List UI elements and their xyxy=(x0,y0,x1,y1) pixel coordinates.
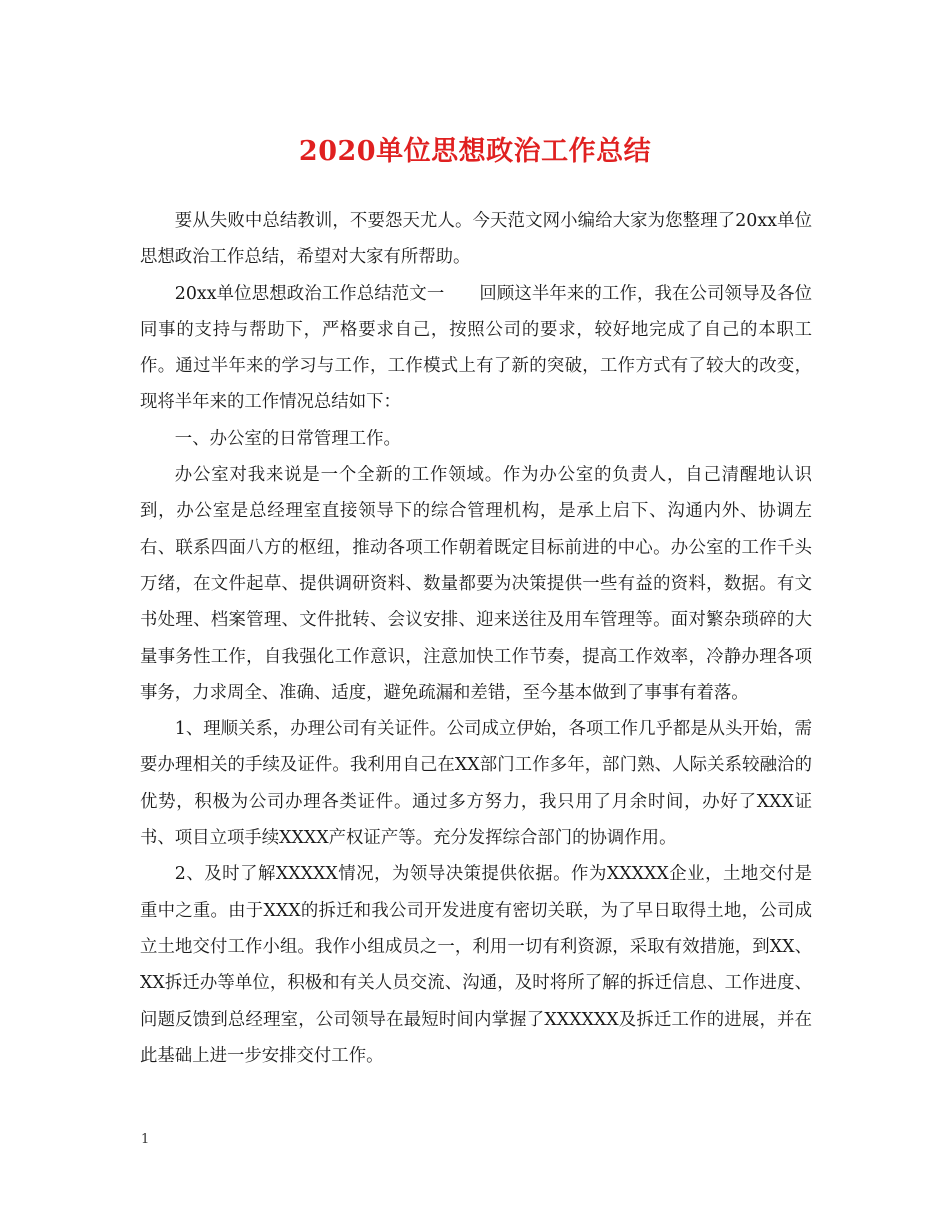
page-number: 1 xyxy=(141,1132,150,1147)
document-body xyxy=(140,203,812,1074)
document-title: 2020单位思想政治工作总结 xyxy=(298,136,652,167)
paragraph-office-work: 办公室对我来说是一个全新的工作领域。作为办公室的负责人，自己清醒地认识到，办公室是总经理室直接领导下的综合管理机构，是承上启下、沟通内外、协调左右、联系四面八方的枢纽，推动各项工作朝着既定目标前进的中心。办公室的工作千头万绪，在文件起草、提供调研资料、数量都要为决策提供一些有益的资料，数据。有文书处理、档案管理、文件批转、会议安排、迎来送往及用车管理等。面对繁杂琐碎的大量事务性工作，自我强化工作意识，注意加快工作节奏，提高工作效率，冷静办理各项事务，力求周全、准确、适度，避免疏漏和差错，至今基本做到了事事有着落。 xyxy=(140,465,812,703)
paragraph-section-heading: 一、办公室的日常管理工作。 xyxy=(174,428,401,449)
paragraph-review: 20xx单位思想政治工作总结范文一 回顾这半年来的工作，我在公司领导及各位同事的支持与帮助下，严格要求自己，按照公司的要求，较好地完成了自己的本职工作。通过半年来的学习与工作，工作模式上有了新的突破，工作方式有了较大的改变，现将半年来的工作情况总结如下： xyxy=(140,283,812,413)
paragraph-intro: 要从失败中总结教训，不要怨天尤人。今天范文网小编给大家为您整理了20xx单位思想政治工作总结，希望对大家有所帮助。 xyxy=(140,211,812,268)
paragraph-item-2: 2、及时了解XXXXX情况，为领导决策提供依据。作为XXXXX企业，土地交付是重中之重。由于XXX的拆迁和我公司开发进度有密切关联，为了早日取得土地，公司成立土地交付工作小组。我作小组成员之一，利用一切有利资源，采取有效措施，到XX、XX拆迁办等单位，积极和有关人员交流、沟通，及时将所了解的拆迁信息、工作进度、问题反馈到总经理室，公司领导在最短时间内掌握了XXXXXX及拆迁工作的进展，并在此基础上进一步安排交付工作。 xyxy=(140,864,812,1066)
paragraph-item-1: 1、理顺关系，办理公司有关证件。公司成立伊始，各项工作几乎都是从头开始，需要办理相关的手续及证件。我利用自己在XX部门工作多年，部门熟、人际关系较融洽的优势，积极为公司办理各类证件。通过多方努力，我只用了月余时间，办好了XXX证书、项目立项手续XXXX产权证产等。充分发挥综合部门的协调作用。 xyxy=(140,719,812,849)
